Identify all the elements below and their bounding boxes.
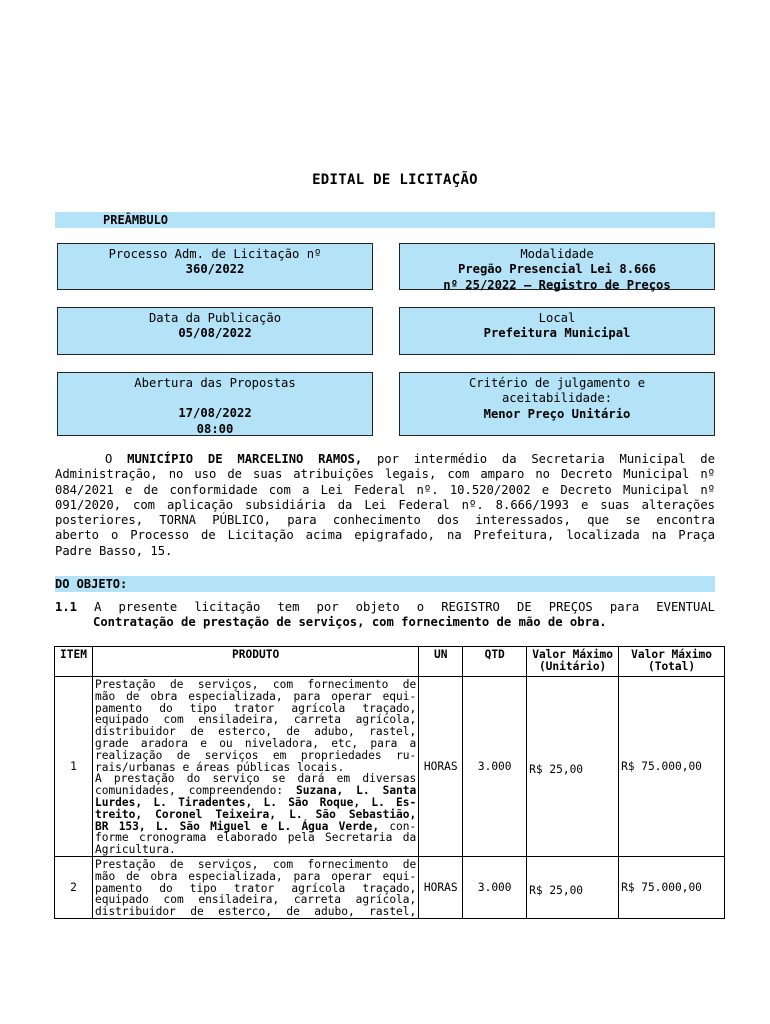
abertura-box: [57, 372, 373, 436]
criterio-value: Menor Preço Unitário: [483, 406, 631, 421]
intro-line-3: 084/2021 e de conformidade com a Lei Federal nº. 10.520/2002 e Decreto Municipal nº: [55, 482, 715, 497]
table-row: [55, 677, 725, 857]
items-table: [54, 646, 725, 919]
criterio-label-1: Critério de julgamento e: [468, 376, 646, 390]
row-produto: Prestação de serviços, com fornecimento de mão de obra especializada, para operar equi- pamento do tipo trator agrícola traçado, equipado com ensiladeira, carreta agrícola, distribuidor de esterco, de adubo, rastel, grade aradora e ou niveladora, etc, para a realização de serviços em propriedades ru- rais/urbanas e áreas públicas locais. A prestação do serviço se dará em diversas comunidades, compreendendo: Suzana, L. Santa Lurdes, L. Tiradentes, L. São Roque, L. Es- treito, Coronel Teixeira, L. São Sebastião, BR 153, L. São Miguel e L. Água Verde, con- forme cronograma elaborado pela Secretaria da Agricultura.: [92, 677, 418, 857]
header-valor-total: Valor Máximo (Total): [619, 647, 725, 677]
data-publicacao-box: [57, 307, 373, 355]
document-title: EDITAL DE LICITAÇÃO: [312, 172, 478, 188]
local-value: Prefeitura Municipal: [483, 326, 631, 341]
header-qtd: QTD: [463, 647, 527, 677]
modalidade-label: Modalidade: [520, 247, 594, 261]
data-publicacao-label: Data da Publicação: [148, 311, 282, 325]
row-un: HORAS: [419, 856, 463, 918]
modalidade-value-2: nº 25/2022 – Registro de Preços: [443, 277, 671, 292]
row-qtd: 3.000: [463, 856, 527, 918]
preambulo-label: PREÂMBULO: [103, 213, 169, 227]
row-item: 1: [55, 677, 93, 857]
criterio-label-2: aceitabilidade:: [501, 391, 613, 406]
row-valor-total: R$ 75.000,00: [619, 856, 725, 918]
modalidade-value-1: Pregão Presencial Lei 8.666: [457, 262, 657, 277]
processo-box: [57, 243, 373, 290]
row-un: HORAS: [419, 677, 463, 857]
objeto-line-1: 1.1 A presente licitação tem por objeto o REGISTRO DE PREÇOS para EVENTUAL: [55, 600, 715, 614]
objeto-number: 1.1: [55, 600, 78, 614]
row-valor-unitario: R$ 25,00: [527, 677, 619, 857]
objeto-header: DO OBJETO:: [55, 577, 128, 591]
processo-label: Processo Adm. de Licitação nº: [108, 247, 322, 261]
local-box: [399, 307, 715, 355]
local-label: Local: [538, 311, 576, 325]
preambulo-band: [55, 212, 715, 228]
municipio-name: MUNICÍPIO DE MARCELINO RAMOS,: [127, 452, 363, 466]
objeto-line-2: Contratação de prestação de serviços, com fornecimento de mão de obra.: [93, 615, 607, 630]
intro-line-5: posteriores, TORNA PÚBLICO, para conhecimento dos interessados, que se encontra: [55, 513, 715, 528]
processo-value: 360/2022: [185, 262, 245, 277]
header-item: ITEM: [55, 647, 93, 677]
objeto-band: [55, 576, 715, 592]
intro-line-4: 091/2020, com aplicação subsidiária da Lei Federal nº. 8.666/1993 e suas alterações: [55, 497, 715, 512]
row-produto: Prestação de serviços, com fornecimento de mão de obra especializada, para operar equi- pamento do tipo trator agrícola traçado, equipado com ensiladeira, carreta agrícola, distribuidor de esterco, de adubo, rastel,: [92, 856, 418, 918]
header-un: UN: [419, 647, 463, 677]
abertura-time: 08:00: [196, 421, 234, 436]
criterio-box: [399, 372, 715, 436]
data-publicacao-value: 05/08/2022: [178, 326, 252, 341]
intro-paragraph: [55, 452, 715, 559]
row-valor-total: R$ 75.000,00: [619, 677, 725, 857]
header-valor-unitario: Valor Máximo (Unitário): [527, 647, 619, 677]
row-qtd: 3.000: [463, 677, 527, 857]
table-row: [55, 856, 725, 918]
intro-line-6: aberto o Processo de Licitação acima epigrafado, na Prefeitura, localizada na Praça: [55, 528, 715, 543]
header-produto: PRODUTO: [92, 647, 418, 677]
table-header-row: [55, 647, 725, 677]
intro-line-2: Administração, no uso de suas atribuições legais, com amparo no Decreto Municipal nº: [55, 467, 715, 482]
modalidade-box: [399, 243, 715, 290]
abertura-date: 17/08/2022: [178, 406, 252, 421]
objeto-paragraph: [55, 600, 715, 631]
intro-line-7: Padre Basso, 15.: [55, 543, 173, 558]
row-item: 2: [55, 856, 93, 918]
abertura-label: Abertura das Propostas: [134, 376, 296, 390]
intro-line-1: O MUNICÍPIO DE MARCELINO RAMOS, por intermédio da Secretaria Municipal de: [105, 452, 715, 466]
row-valor-unitario: R$ 25,00: [527, 856, 619, 918]
